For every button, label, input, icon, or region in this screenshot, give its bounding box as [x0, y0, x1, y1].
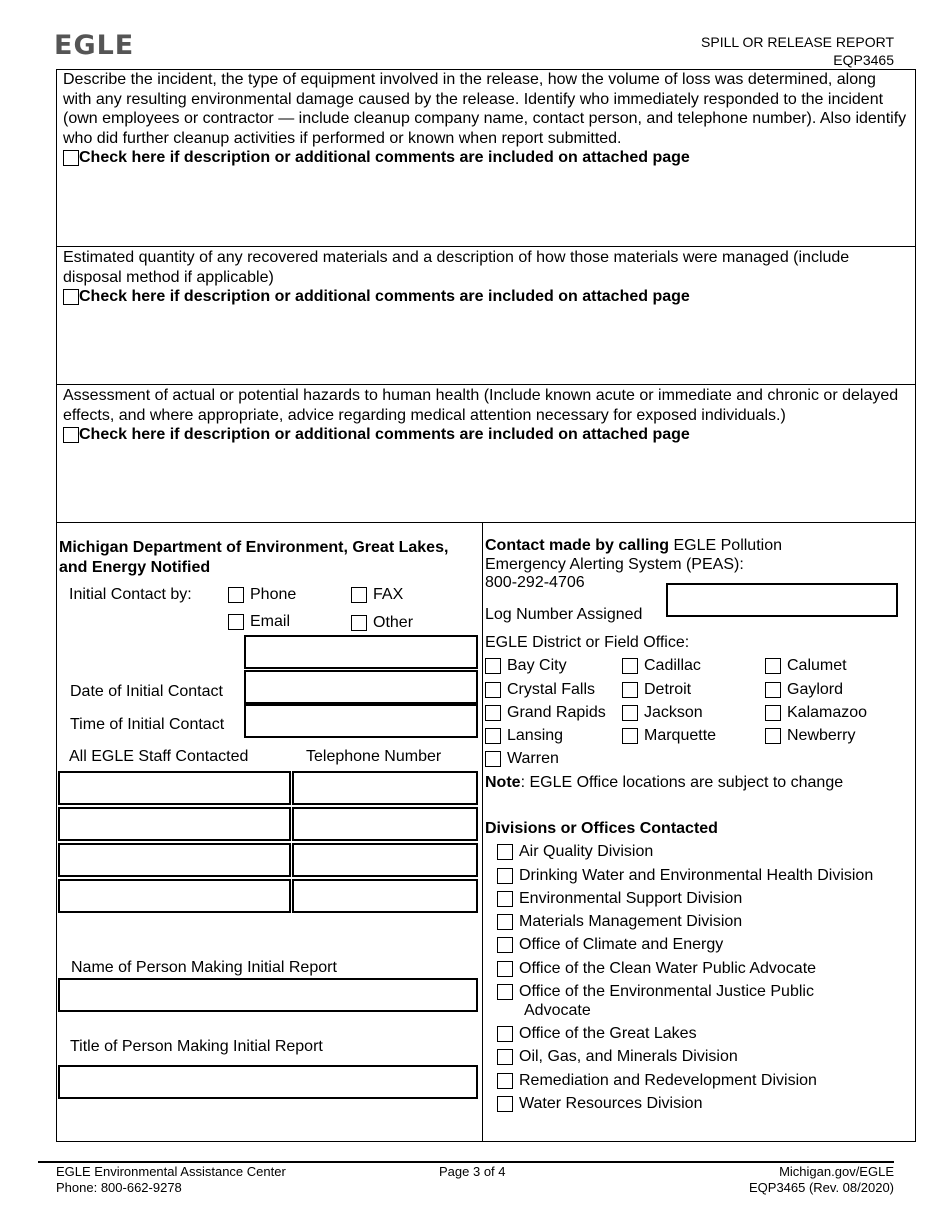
- office-checkbox[interactable]: [622, 682, 638, 698]
- reporter-name-label: Name of Person Making Initial Report: [71, 959, 337, 976]
- office-warren[interactable]: [485, 750, 559, 768]
- division-label: Environmental Support Division: [519, 890, 743, 907]
- form-code: EQP3465: [833, 52, 894, 68]
- office-gaylord[interactable]: [765, 681, 843, 699]
- footer-center-name: EGLE Environmental Assistance Center: [56, 1164, 286, 1179]
- recovered-materials-section: [63, 248, 908, 307]
- contact-fax-option[interactable]: [351, 586, 403, 604]
- staff-phone-field[interactable]: [292, 843, 478, 877]
- office-checkbox[interactable]: [765, 682, 781, 698]
- peas-contact-text: [485, 536, 865, 574]
- office-note: [485, 774, 843, 792]
- office-crystal-falls[interactable]: [485, 681, 595, 699]
- attached-page-check-label: Check here if description or additional comments are included on attached page: [79, 288, 690, 305]
- fax-checkbox[interactable]: [351, 587, 367, 603]
- footer-website[interactable]: Michigan.gov/EGLE: [779, 1164, 894, 1179]
- email-checkbox[interactable]: [228, 614, 244, 630]
- attached-page-checkbox[interactable]: [63, 427, 79, 443]
- other-label: Other: [373, 614, 414, 631]
- phone-label: Phone: [250, 586, 297, 603]
- division-remediation[interactable]: [497, 1072, 817, 1090]
- office-checkbox[interactable]: [765, 705, 781, 721]
- note-rest: : EGLE Office locations are subject to change: [520, 774, 844, 791]
- log-number-label: Log Number Assigned: [485, 606, 643, 623]
- peas-contact-bold: Contact made by calling: [485, 537, 670, 554]
- section-divider: [56, 246, 916, 247]
- footer-page-number: Page 3 of 4: [439, 1164, 506, 1179]
- attached-page-check-label: Check here if description or additional comments are included on attached page: [79, 426, 690, 443]
- staff-name-field[interactable]: [58, 771, 291, 805]
- phone-checkbox[interactable]: [228, 587, 244, 603]
- office-detroit[interactable]: [622, 681, 691, 699]
- office-label: Detroit: [644, 681, 692, 698]
- office-checkbox[interactable]: [622, 705, 638, 721]
- divisions-title: Divisions or Offices Contacted: [485, 820, 718, 837]
- division-environmental-support[interactable]: [497, 890, 742, 908]
- incident-description-text: Describe the incident, the type of equipment involved in the release, how the volume of loss was determined, along with any resulting environmental damage caused by the release. Identify who immediately responded to the incident (own employees or contractor — include cleanup company name, contact person, and telephone number). Also identify who did further cleanup activities if performed or known when report submitted.: [63, 71, 907, 147]
- office-grand-rapids[interactable]: [485, 704, 606, 722]
- time-of-contact-field[interactable]: [244, 704, 478, 738]
- division-label: Office of Climate and Energy: [519, 936, 724, 953]
- division-checkbox[interactable]: [497, 1073, 513, 1089]
- office-checkbox[interactable]: [622, 728, 638, 744]
- other-checkbox[interactable]: [351, 615, 367, 631]
- office-calumet[interactable]: [765, 657, 847, 675]
- division-checkbox[interactable]: [497, 891, 513, 907]
- attached-page-check-2: [63, 287, 908, 307]
- reporter-title-field[interactable]: [58, 1065, 478, 1099]
- office-checkbox[interactable]: [485, 728, 501, 744]
- staff-name-field[interactable]: [58, 807, 291, 841]
- office-checkbox[interactable]: [485, 658, 501, 674]
- office-bay-city[interactable]: [485, 657, 567, 675]
- division-checkbox[interactable]: [497, 844, 513, 860]
- office-cadillac[interactable]: [622, 657, 701, 675]
- staff-phone-field[interactable]: [292, 879, 478, 913]
- egle-logo: EGLE: [54, 30, 135, 61]
- office-kalamazoo[interactable]: [765, 704, 867, 722]
- attached-page-check-label: Check here if description or additional comments are included on attached page: [79, 149, 690, 166]
- division-air-quality[interactable]: [497, 843, 653, 861]
- division-clean-water-advocate[interactable]: [497, 960, 816, 978]
- telephone-number-label: Telephone Number: [306, 748, 442, 765]
- office-label: Calumet: [787, 657, 847, 674]
- initial-contact-label: Initial Contact by:: [69, 586, 192, 603]
- health-hazards-text: Assessment of actual or potential hazards to human health (Include known acute or immediate and chronic or delayed effects, and where appropriate, advice regarding medical attention necessary for exposed individuals.): [63, 387, 899, 424]
- log-number-field[interactable]: [666, 583, 898, 617]
- health-hazards-section: [63, 386, 908, 445]
- office-label: Gaylord: [787, 681, 844, 698]
- other-contact-field[interactable]: [244, 635, 478, 669]
- division-label: Air Quality Division: [519, 843, 654, 860]
- contact-other-option[interactable]: [351, 614, 413, 632]
- attached-page-check-1: [63, 148, 908, 168]
- incident-description-section: [63, 70, 908, 168]
- division-label-continued: Advocate: [524, 1002, 591, 1019]
- office-checkbox[interactable]: [765, 658, 781, 674]
- division-checkbox[interactable]: [497, 1096, 513, 1112]
- section-divider: [56, 384, 916, 385]
- division-great-lakes[interactable]: [497, 1025, 697, 1043]
- peas-phone: 800-292-4706: [485, 574, 585, 591]
- office-checkbox[interactable]: [765, 728, 781, 744]
- date-of-contact-label: Date of Initial Contact: [70, 683, 223, 700]
- egle-notified-title: Michigan Department of Environment, Great Lakes, and Energy Notified: [59, 539, 449, 576]
- section-divider: [56, 522, 916, 523]
- division-label: Office of the Clean Water Public Advocate: [519, 960, 817, 977]
- division-label: Office of the Great Lakes: [519, 1025, 697, 1042]
- office-checkbox[interactable]: [485, 751, 501, 767]
- division-checkbox[interactable]: [497, 1049, 513, 1065]
- note-bold: Note: [485, 774, 521, 791]
- staff-phone-field[interactable]: [292, 771, 478, 805]
- division-label: Drinking Water and Environmental Health Division: [519, 867, 874, 884]
- division-materials-management[interactable]: [497, 913, 742, 931]
- footer-left: [56, 1164, 286, 1196]
- report-title: SPILL OR RELEASE REPORT: [701, 34, 894, 50]
- district-office-label: EGLE District or Field Office:: [485, 634, 690, 651]
- footer-phone: Phone: 800-662-9278: [56, 1180, 182, 1195]
- footer-right: [749, 1164, 894, 1196]
- staff-contacted-label: All EGLE Staff Contacted: [69, 748, 249, 765]
- footer-revision: EQP3465 (Rev. 08/2020): [748, 1180, 894, 1195]
- footer-rule: [38, 1161, 894, 1163]
- division-water-resources[interactable]: [497, 1095, 702, 1113]
- office-checkbox[interactable]: [485, 682, 501, 698]
- division-label: Oil, Gas, and Minerals Division: [519, 1048, 738, 1065]
- division-checkbox[interactable]: [497, 914, 513, 930]
- office-marquette[interactable]: [622, 727, 716, 745]
- office-label: Kalamazoo: [787, 704, 868, 721]
- office-label: Grand Rapids: [507, 704, 606, 721]
- staff-name-field[interactable]: [58, 879, 291, 913]
- attached-page-check-3: [63, 425, 908, 445]
- office-label: Lansing: [507, 727, 564, 744]
- division-label: Office of the Environmental Justice Public: [519, 983, 814, 1000]
- division-oil-gas-minerals[interactable]: [497, 1048, 738, 1066]
- office-label: Marquette: [644, 727, 717, 744]
- division-drinking-water[interactable]: [497, 867, 873, 885]
- division-climate-energy[interactable]: [497, 936, 723, 954]
- office-label: Crystal Falls: [507, 681, 596, 698]
- peas-contact-rest: EGLE Pollution Emergency Alerting System (PEAS):: [485, 537, 782, 573]
- reporter-name-field[interactable]: [58, 978, 478, 1012]
- division-checkbox[interactable]: [497, 1026, 513, 1042]
- reporter-title-label: Title of Person Making Initial Report: [70, 1038, 323, 1055]
- recovered-materials-text: Estimated quantity of any recovered materials and a description of how those materials were managed (include disposal method if applicable): [63, 249, 850, 286]
- office-label: Cadillac: [644, 657, 701, 674]
- fax-label: FAX: [373, 586, 404, 603]
- office-checkbox[interactable]: [485, 705, 501, 721]
- panel-divider: [482, 522, 483, 1142]
- office-label: Newberry: [787, 727, 856, 744]
- date-of-contact-field[interactable]: [244, 670, 478, 704]
- office-label: Bay City: [507, 657, 567, 674]
- division-checkbox[interactable]: [497, 937, 513, 953]
- office-label: Jackson: [644, 704, 703, 721]
- division-checkbox[interactable]: [497, 984, 513, 1000]
- division-label: Materials Management Division: [519, 913, 743, 930]
- staff-phone-field[interactable]: [292, 807, 478, 841]
- office-checkbox[interactable]: [622, 658, 638, 674]
- contact-phone-option[interactable]: [228, 586, 296, 604]
- office-lansing[interactable]: [485, 727, 563, 745]
- office-jackson[interactable]: [622, 704, 703, 722]
- attached-page-checkbox[interactable]: [63, 150, 79, 166]
- attached-page-checkbox[interactable]: [63, 289, 79, 305]
- division-environmental-justice[interactable]: [497, 983, 814, 1001]
- staff-name-field[interactable]: [58, 843, 291, 877]
- division-checkbox[interactable]: [497, 868, 513, 884]
- division-label: Remediation and Redevelopment Division: [519, 1072, 817, 1089]
- division-label: Water Resources Division: [519, 1095, 703, 1112]
- office-label: Warren: [507, 750, 559, 767]
- office-newberry[interactable]: [765, 727, 855, 745]
- contact-email-option[interactable]: [228, 613, 290, 631]
- time-of-contact-label: Time of Initial Contact: [70, 716, 225, 733]
- division-checkbox[interactable]: [497, 961, 513, 977]
- email-label: Email: [250, 613, 291, 630]
